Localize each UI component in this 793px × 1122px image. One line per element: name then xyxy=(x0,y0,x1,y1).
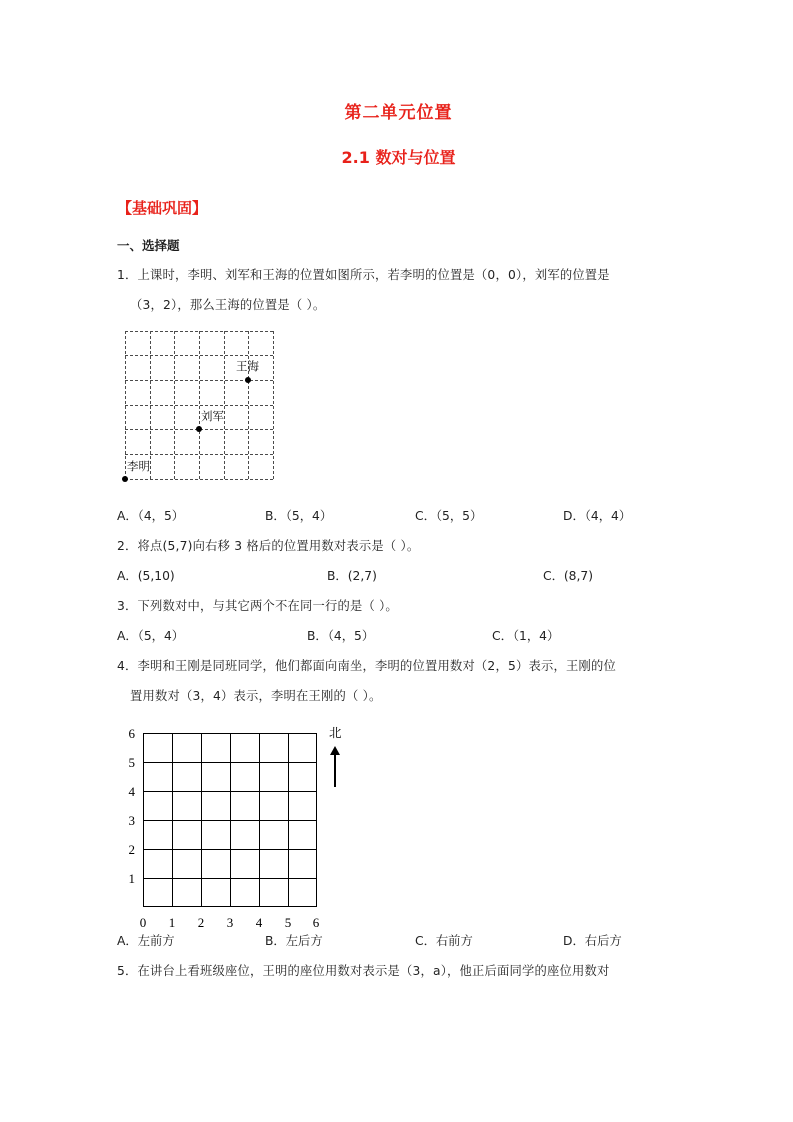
y-axis-tick-2: 2 xyxy=(128,841,135,857)
figure-2-grid-area xyxy=(128,724,342,930)
question-1-options xyxy=(117,501,680,531)
y-axis-tick-6: 6 xyxy=(128,725,135,741)
question-1-line-1: 1．上课时，李明、刘军和王海的位置如图所示，若李明的位置是（0，0），刘军的位置是 xyxy=(117,267,610,282)
option-3-b[interactable]: B．（4，5） xyxy=(307,628,375,643)
x-axis-tick-4: 4 xyxy=(255,914,263,930)
grid-line-h xyxy=(125,479,273,480)
question-5-line-1: 5．在讲台上看班级座位，王明的座位用数对表示是（3，a），他正后面同学的座位用数对 xyxy=(117,963,610,978)
question-2-line-1: 2．将点(5,7)向右移 3 格后的位置用数对表示是（ ）。 xyxy=(117,538,420,553)
grid-line-v xyxy=(224,331,225,479)
point-label-liujun: 刘军 xyxy=(201,408,224,423)
figure-1-dashed-grid xyxy=(117,326,680,501)
question-group-heading: 一、选择题 xyxy=(117,237,180,253)
point-marker-wanghai xyxy=(245,377,251,383)
question-1-line-2: （3，2），那么王海的位置是（ ）。 xyxy=(130,297,326,312)
y-axis-tick-1: 1 xyxy=(128,870,135,886)
option-3-c[interactable]: C．（1，4） xyxy=(492,628,560,643)
document-title: 第二单元位置 xyxy=(344,103,453,123)
grid-line-v xyxy=(230,733,231,907)
grid-line-v xyxy=(316,733,317,907)
x-axis-tick-0: 0 xyxy=(139,914,147,930)
question-4-line-1: 4．李明和王刚是同班同学，他们都面向南坐，李明的位置用数对（2，5）表示，王刚的位 xyxy=(117,658,616,673)
x-axis-tick-5: 5 xyxy=(284,914,292,930)
grid-line-v xyxy=(174,331,175,479)
option-1-b[interactable]: B．（5，4） xyxy=(265,508,333,523)
option-4-c[interactable]: C．右前方 xyxy=(415,933,473,948)
grid-line-v xyxy=(201,733,202,907)
grid-line-v xyxy=(143,733,144,907)
option-1-d[interactable]: D．（4，4） xyxy=(563,508,632,523)
question-2-options xyxy=(117,561,680,591)
option-3-a[interactable]: A．（5，4） xyxy=(117,628,185,643)
grid-line-v xyxy=(259,733,260,907)
point-label-wanghai: 王海 xyxy=(236,358,259,373)
x-axis-tick-6: 6 xyxy=(312,914,320,930)
document-subtitle: 2.1 数对与位置 xyxy=(341,148,456,168)
point-marker-liujun xyxy=(196,426,202,432)
point-marker-liming xyxy=(122,476,128,482)
y-axis-tick-3: 3 xyxy=(128,812,135,828)
option-2-b[interactable]: B．(2,7) xyxy=(327,568,377,583)
question-3-line-1: 3．下列数对中，与其它两个不在同一行的是（ ）。 xyxy=(117,598,398,613)
grid-line-v xyxy=(273,331,274,479)
question-4-line-2: 置用数对（3，4）表示，李明在王刚的（ ）。 xyxy=(130,688,382,703)
x-axis-tick-3: 3 xyxy=(226,914,234,930)
grid-line-v xyxy=(288,733,289,907)
option-4-b[interactable]: B．左后方 xyxy=(265,933,323,948)
y-axis-tick-4: 4 xyxy=(128,783,135,799)
option-1-c[interactable]: C．（5，5） xyxy=(415,508,483,523)
grid-line-v xyxy=(172,733,173,907)
grid-line-v xyxy=(150,331,151,479)
grid-line-v xyxy=(125,331,126,479)
point-label-liming: 李明 xyxy=(127,458,150,473)
grid-line-v xyxy=(248,331,249,479)
x-axis-tick-2: 2 xyxy=(197,914,205,930)
figure-1-grid-area xyxy=(125,331,273,479)
north-direction-label: 北 xyxy=(329,724,342,740)
x-axis-tick-1: 1 xyxy=(168,914,176,930)
y-axis-tick-5: 5 xyxy=(128,754,135,770)
option-4-d[interactable]: D．右后方 xyxy=(563,933,622,948)
question-3-options xyxy=(117,621,680,651)
option-1-a[interactable]: A．（4，5） xyxy=(117,508,185,523)
question-4-options xyxy=(117,926,680,956)
section-heading: 【基础巩固】 xyxy=(117,198,208,217)
option-4-a[interactable]: A．左前方 xyxy=(117,933,175,948)
option-2-a[interactable]: A．(5,10) xyxy=(117,568,175,583)
figure-2-coordinate-grid xyxy=(117,721,680,930)
option-2-c[interactable]: C．(8,7) xyxy=(543,568,594,583)
grid-line-v xyxy=(199,331,200,479)
